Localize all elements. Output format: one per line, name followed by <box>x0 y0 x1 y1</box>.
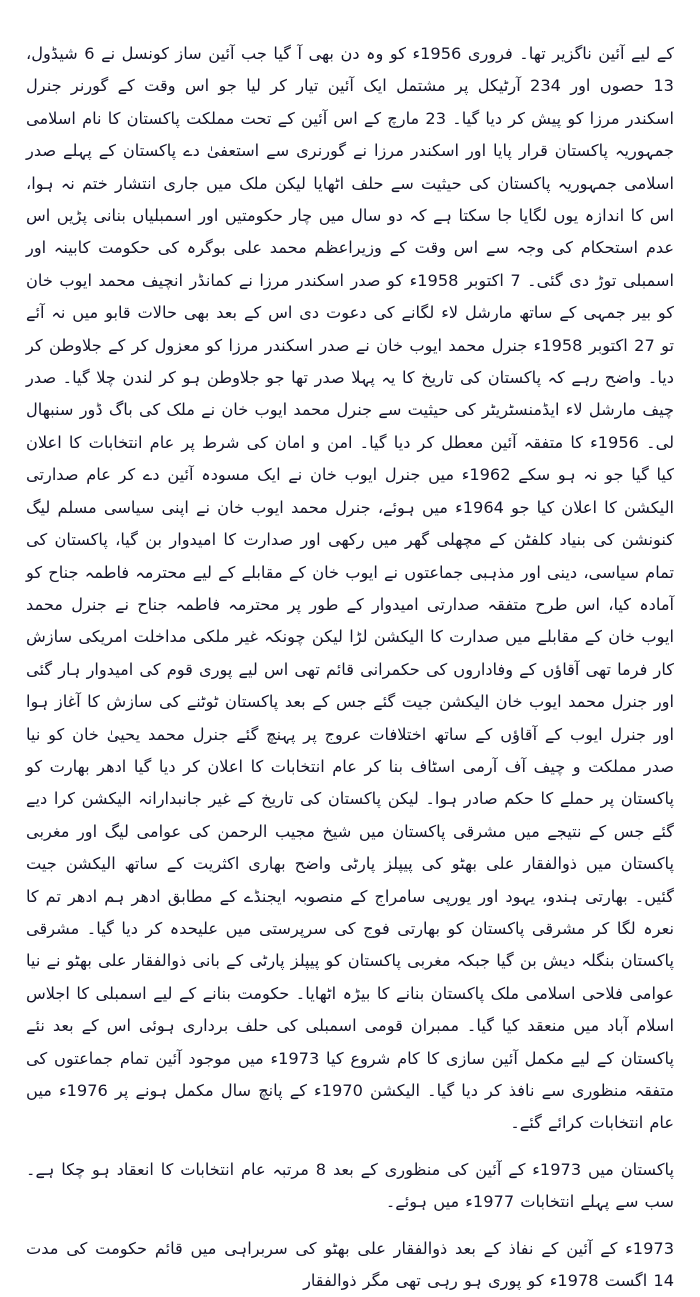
paragraph-block: 1973ء کے آئین کے نفاذ کے بعد ذوالفقار علی بھٹو کی سربراہی میں قائم حکومت کی مدت 14 اگست 1978ء کو پوری ہو رہی تھی مگر ذوالفقار <box>26 1238 674 1291</box>
paragraph-block: کے لیے آئین ناگزیر تھا۔ فروری 1956ء کو وہ دن بھی آ گیا جب آئین ساز کونسل نے 6 شیڈول، 13 حصوں اور 234 آرٹیکل پر مشتمل ایک آئین تیار کر لیا جو اس وقت کے گورنر جنرل اسکندر مرزا کو پیش کر دیا گیا۔ 23 مارچ کے اس آئین کے تحت مملکت پاکستان کا نام اسلامی جمہوریہ پاکستان قرار پایا اور اسکندر مرزا نے گورنری سے استعفیٰ دے پاکستان کے پہلے صدر اسلامی جمہوریہ پاکستان کی حیثیت سے حلف اٹھایا لیکن ملک میں جاری انتشار ختم نہ ہوا، اس کا اندازہ یوں لگایا جا سکتا ہے کہ دو سال میں چار حکومتیں اور اسمبلیاں بنانی پڑیں اس عدم استحکام کی وجہ سے اس وقت کے وزیراعظم محمد علی بوگرہ کی حکومت کابینہ اور اسمبلی توڑ دی گئی۔ 7 اکتوبر 1958ء کو صدر اسکندر مرزا نے کمانڈر انچیف محمد ایوب خان کو بیر جمہی کے ساتھ مارشل لاء لگانے کی دعوت دی اس کے بعد بھی حالات قابو میں نہ آئے تو 27 اکتوبر 1958ء جنرل محمد ایوب خان نے صدر اسکندر مرزا کو معزول کر کے جلاوطن کر دیا۔ واضح رہے کہ پاکستان کی تاریخ کا یہ پہلا صدر تھا جو جلاوطن ہو کر لندن چلا گیا۔ صدر چیف مارشل لاء ایڈمنسٹریٹر کی حیثیت سے جنرل محمد ایوب خان نے ملک کی باگ ڈور سنبھال لی۔ 1956ء کا متفقہ آئین معطل کر دیا گیا۔ امن و امان کی شرط پر عام انتخابات کا اعلان کیا گیا جو نہ ہو سکے 1962ء میں جنرل ایوب خان نے ایک مسودہ آئین دے کر عام صدارتی الیکشن کا اعلان کیا جو 1964ء میں ہوئے، جنرل محمد ایوب خان نے اپنی سیاسی مسلم لیگ کنونشن کی بنیاد کلفٹن کے مچھلی گھر میں رکھی اور صدارت کا امیدوار بن گیا، پاکستان کی تمام سیاسی، دینی اور مذہبی جماعتوں نے ایوب خان کے مقابلے کے لیے محترمہ فاطمہ جناح کو آمادہ کیا، اس طرح متفقہ صدارتی امیدوار کے طور پر محترمہ فاطمہ جناح نے جنرل محمد ایوب خان کے مقابلے میں صدارت کا الیکشن لڑا لیکن چونکہ غیر ملکی مداخلت امریکی سازش کار فرما تھی آقاؤں کے وفاداروں کی حکمرانی قائم تھی اس لیے پوری قوم کی امیدوار ہار گئی اور جنرل محمد ایوب خان الیکشن جیت گئے جس کے بعد پاکستان ٹوٹنے کی سازش کا آغاز ہوا اور جنرل ایوب کے آقاؤں کے ساتھ اختلافات عروج پر پہنچ گئے جنرل محمد یحییٰ خان کو نیا صدر مملکت و چیف آف آرمی اسٹاف بنا کر عام انتخابات کا اعلان کر دیا گیا ادھر بھارت کو پاکستان پر حملے کا حکم صادر ہوا۔ لیکن پاکستان کی تاریخ کے غیر جانبدارانہ الیکشن کرا دیے گئے جس کے نتیجے میں مشرقی پاکستان میں شیخ مجیب الرحمن کی عوامی لیگ اور مغربی پاکستان میں ذوالفقار علی بھٹو کی پیپلز پارٹی واضح بھاری اکثریت کے ساتھ الیکشن جیت گئیں۔ بھارتی ہندو، یہود اور یورپی سامراج کے منصوبہ ایجنڈے کے مطابق ادھر ہم ادھر تم کا نعرہ لگا کر مشرقی پاکستان کو بھارتی فوج کی سرپرستی میں علیحدہ کر دیا گیا۔ مشرقی پاکستان بنگلہ دیش بن گیا جبکہ مغربی پاکستان کو پیپلز پارٹی کے بانی ذوالفقار علی بھٹو نے نیا عوامی فلاحی اسلامی ملک پاکستان بنانے کا بیڑہ اٹھایا۔ حکومت بنانے کے لیے اسمبلی کا اجلاس اسلام آباد میں منعقد کیا گیا۔ ممبران قومی اسمبلی کی حلف برداری ہوئی اس کے بعد نئے پاکستان کے لیے مکمل آئین سازی کا کام شروع کیا 1973ء میں موجود آئین تمام جماعتوں کی متفقہ منظوری سے نافذ کر دیا گیا۔ الیکشن 1970ء کے پانچ سال مکمل ہونے پر 1976ء میں عام انتخابات کرائے گئے۔ <box>25 44 675 1133</box>
paragraph-block: پاکستان میں 1973ء کے آئین کی منظوری کے بعد 8 مرتبہ عام انتخابات کا انعقاد ہو چکا ہے۔ سب سے پہلے انتخابات 1977ء میں ہوئے۔ <box>26 1159 674 1212</box>
document-text-body <box>26 38 674 1297</box>
